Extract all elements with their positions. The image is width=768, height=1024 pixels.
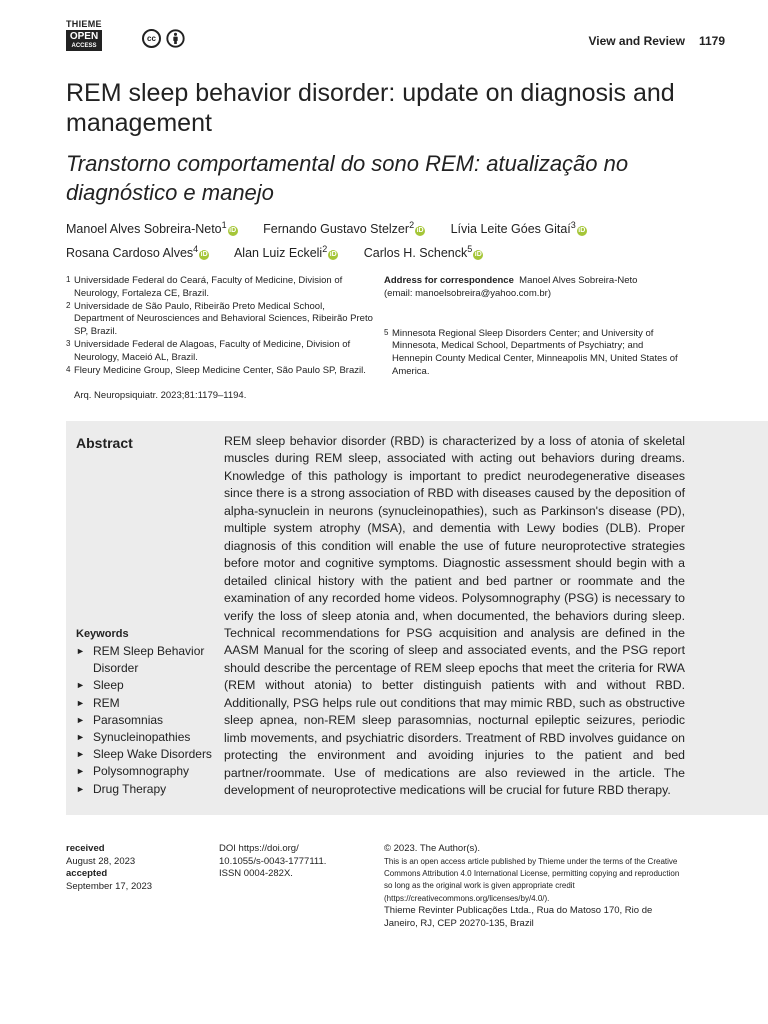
keyword-item[interactable]: ► Sleep Wake Disorders: [76, 746, 216, 763]
attribution-icon: [166, 29, 185, 48]
arrow-right-icon: ►: [76, 714, 85, 725]
publisher-address: Thieme Revinter Publicações Ltda., Rua do Matoso 170, Rio de Janeiro, RJ, CEP 20270-135, Brazil: [384, 905, 653, 929]
doi-block: [219, 843, 369, 881]
license-text: This is an open access article published by Thieme under the terms of the Creative Commons Attribution 4.0 International License, permitting copying and reproduction so long as the original work is given appropriate credit (https://creativecommons.org/licenses/by/4.0/).: [384, 856, 680, 903]
affiliation: 5 Minnesota Regional Sleep Disorders Center; and University of Minnesota, Medical School, Departments of Psychiatry; and Hennepin County Medical Center, Minneapolis MN, United States of America.: [384, 327, 678, 377]
doi-link-line2[interactable]: 10.1055/s-0043-1777111.: [219, 855, 327, 867]
abstract-text: REM sleep behavior disorder (RBD) is characterized by a loss of atonia of skeletal muscles during REM sleep, associated with acting out behaviors during dreams. Knowledge of this pathology is important to predict neurodegenerative diseases since there is a strong association of RBD with diseases caused by the deposition of alpha-synuclein in neurons (synucleinopathies), such as Parkinson's disease (PD), multiple system atrophy (MSA), and dementia with Lewy bodies (DLB). Proper diagnosis of this condition will enable the use of future neuroprotective strategies before motor and cognitive symptoms. Diagnostic assessment should begin with a detailed clinical history with the patient and bed partner or roommate and the examination of any recorded home videos. Polysomnography (PSG) is necessary to verify the loss of sleep atonia and, when documented, the behaviors during sleep. Technical recommendations for PSG acquisition and analysis are defined in the AASM Manual for the scoring of sleep and associated events, and the PSG report should describe the percentage of REM sleep epochs that meet the criteria for RWA (REM without atonia) to better distinguish patients with and without RBD. Additionally, PSG helps rule out conditions that may mimic RBD, such as obstructive sleep apnea, non-REM sleep parasomnias, nocturnal epileptic seizures, periodic limb movements, and psychiatric disorders. Treatment of RBD involves guidance on protecting the environment and avoiding injuries to the patient and bed partner/roommate. Use of medications are also reviewed in the article. The development of neuroprotective medications will be crucial for future RBD therapy.: [224, 434, 685, 798]
arrow-right-icon: ►: [76, 766, 85, 777]
arrow-right-icon: ►: [76, 732, 85, 743]
correspondence-label: Address for correspondence: [384, 275, 514, 286]
affiliations-right: [384, 275, 684, 379]
arrow-right-icon: ►: [76, 680, 85, 691]
author[interactable]: Lívia Leite Góes Gitaí$^3$iD: [450, 220, 586, 237]
keyword-item[interactable]: ► Parasomnias: [76, 712, 216, 729]
arrow-right-icon: ►: [76, 749, 85, 760]
correspondence-name: Manoel Alves Sobreira-Neto: [519, 275, 638, 286]
author[interactable]: Alan Luiz Eckeli$^2$iD: [233, 244, 337, 261]
keywords-list: [76, 643, 216, 798]
author[interactable]: Manoel Alves Sobreira-Neto$^1$iD: [66, 220, 237, 237]
article-dates: [66, 843, 206, 893]
keyword-item[interactable]: ► Polysomnography: [76, 763, 216, 780]
logo-text-open: OPEN: [66, 30, 102, 43]
affiliation: 4 Fleury Medicine Group, Sleep Medicine Center, São Paulo SP, Brazil.: [66, 364, 366, 376]
orcid-icon[interactable]: iD: [329, 251, 337, 259]
running-header: [588, 34, 725, 48]
keyword-item[interactable]: ► REM Sleep Behavior Disorder: [76, 644, 205, 676]
logo-text-access: ACCESS: [66, 43, 102, 51]
accepted-label: accepted: [66, 868, 108, 879]
author-list: [66, 215, 726, 263]
orcid-icon[interactable]: iD: [416, 227, 424, 235]
arrow-right-icon: ►: [76, 697, 85, 708]
thieme-open-access-logo: [66, 20, 110, 54]
keyword-item[interactable]: ► Synucleinopathies: [76, 729, 216, 746]
arrow-right-icon: ►: [76, 646, 85, 656]
correspondence-address: [384, 275, 684, 301]
received-date: August 28, 2023: [66, 855, 136, 867]
orcid-icon[interactable]: iD: [578, 227, 586, 235]
citation: Arq. Neuropsiquiatr. 2023;81:1179–1194.: [74, 390, 247, 401]
article-subtitle-portuguese: Transtorno comportamental do sono REM: atualização no diagnóstico e manejo: [66, 151, 629, 205]
creative-commons-icon: cc: [142, 29, 161, 48]
arrow-right-icon: ►: [76, 783, 85, 794]
keyword-item[interactable]: ► Drug Therapy: [76, 781, 216, 798]
author[interactable]: Carlos H. Schenck$^5$iD: [363, 244, 482, 261]
article-title: REM sleep behavior disorder: update on diagnosis and management: [66, 79, 675, 137]
copyright: © 2023. The Author(s).: [384, 843, 481, 854]
orcid-icon[interactable]: iD: [229, 227, 237, 235]
issn: ISSN 0004-282X.: [219, 868, 293, 879]
affiliations-left: [66, 275, 376, 377]
keyword-item[interactable]: ► REM: [76, 695, 216, 712]
affiliation: 1 Universidade Federal do Ceará, Faculty of Medicine, Division of Neurology, Fortaleza CE, Brazil.: [66, 275, 343, 299]
abstract-heading: Abstract: [76, 435, 133, 451]
doi-link-line1[interactable]: https://doi.org/: [238, 843, 299, 854]
affiliation: 2 Universidade de São Paulo, Ribeirão Preto Medical School, Department of Neurosciences and Behavioral Sciences, Ribeirão Preto SP, Brazil.: [66, 300, 373, 338]
received-label: received: [66, 843, 105, 854]
author[interactable]: Fernando Gustavo Stelzer$^2$iD: [263, 220, 424, 237]
logo-text-thieme: THIEME: [66, 19, 102, 29]
orcid-icon[interactable]: iD: [200, 251, 208, 259]
author[interactable]: Rosana Cardoso Alves$^4$iD: [66, 244, 208, 261]
keyword-item[interactable]: ► Sleep: [76, 677, 216, 694]
doi-label: DOI: [219, 843, 236, 854]
orcid-icon[interactable]: iD: [474, 251, 482, 259]
accepted-date: September 17, 2023: [66, 880, 153, 892]
affiliation: 3 Universidade Federal de Alagoas, Faculty of Medicine, Division of Neurology, Maceió AL, Brazil.: [66, 338, 351, 363]
license-block: [384, 843, 684, 930]
correspondence-email[interactable]: (email: manoelsobreira@yahoo.com.br): [384, 287, 551, 299]
keywords-heading: Keywords: [76, 628, 129, 640]
page-number: 1179: [698, 34, 725, 48]
section-label: View and Review: [588, 34, 685, 48]
